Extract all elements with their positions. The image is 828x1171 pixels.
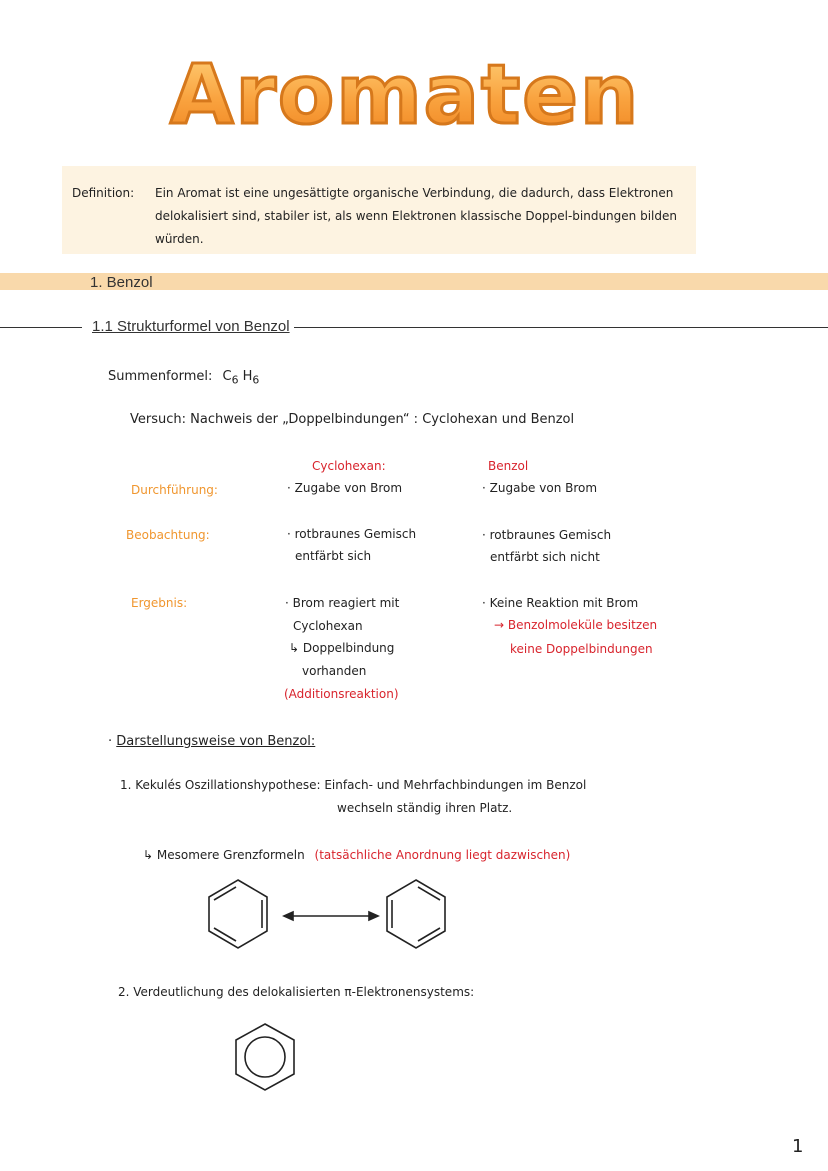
cell-erg-benzol-red-1: → Benzolmoleküle besitzen	[494, 618, 658, 632]
divider-left	[0, 327, 82, 328]
mesomere-text: ↳ Mesomere Grenzformeln	[143, 848, 305, 862]
section-heading-benzol: 1. Benzol	[90, 274, 153, 291]
cell-text: Keine Reaktion mit Brom	[489, 596, 639, 610]
summenformel	[108, 369, 259, 387]
pi-system-line: 2. Verdeutlichung des delokalisierten π-Elektronensystems:	[118, 985, 475, 999]
formula-h-sub: 6	[252, 373, 260, 387]
benzene-kekule-b	[387, 880, 445, 948]
formula-c: C	[222, 369, 232, 384]
cell-text: Brom reagiert mit	[292, 596, 400, 610]
col-header-benzol: Benzol	[488, 459, 529, 473]
cell-text: Zugabe von Brom	[489, 481, 598, 495]
cell-erg-benzol: · Keine Reaktion mit Brom	[482, 596, 639, 610]
kekule-line1: 1. Kekulés Oszillationshypothese: Einfach- und Mehrfachbindungen im Benzol	[120, 778, 587, 792]
row-label-durchfuehrung: Durchführung:	[131, 483, 218, 497]
cell-beob-benzol: · rotbraunes Gemisch	[482, 528, 612, 542]
definition-label: Definition:	[72, 186, 135, 200]
benzene-delocalized	[230, 1020, 300, 1094]
divider-right	[294, 327, 828, 328]
cell-beob-benzol-2: entfärbt sich nicht	[490, 550, 600, 564]
row-label-beobachtung: Beobachtung:	[126, 528, 210, 542]
page-title: Aromaten	[170, 48, 641, 143]
darstellung-text: Darstellungsweise von Benzol:	[116, 734, 316, 749]
cell-erg-cyclo-3: ↳ Doppelbindung	[289, 641, 395, 655]
row-label-ergebnis: Ergebnis:	[131, 596, 188, 610]
cell-beob-cyclo: · rotbraunes Gemisch	[287, 527, 417, 541]
cell-erg-cyclo-4: vorhanden	[302, 664, 367, 678]
cell-durch-benzol: · Zugabe von Brom	[482, 481, 598, 495]
cell-text: Zugabe von Brom	[294, 481, 403, 495]
benzene-kekule-a	[209, 880, 267, 948]
mesomere-note: (tatsächliche Anordnung liegt dazwischen)	[314, 848, 571, 862]
cell-erg-cyclo-2: Cyclohexan	[293, 619, 363, 633]
cell-beob-cyclo-2: entfärbt sich	[295, 549, 372, 563]
col-header-cyclohexan: Cyclohexan:	[312, 459, 386, 473]
mesomere-line	[143, 848, 570, 862]
subsection-heading: 1.1 Strukturformel von Benzol	[92, 318, 290, 335]
cell-text: rotbraunes Gemisch	[489, 528, 612, 542]
versuch-text: Versuch: Nachweis der „Doppelbindungen“ : Cyclohexan und Benzol	[130, 412, 575, 427]
page-number: 1	[792, 1136, 804, 1157]
formula-c-sub: 6	[231, 373, 239, 387]
resonance-arrow	[284, 912, 378, 920]
darstellung-heading: · Darstellungsweise von Benzol:	[108, 734, 316, 749]
cell-erg-cyclo: · Brom reagiert mit	[285, 596, 400, 610]
cell-erg-cyclo-note: (Additionsreaktion)	[284, 687, 399, 701]
kekule-line2: wechseln ständig ihren Platz.	[337, 801, 513, 815]
kekule-structures	[200, 876, 460, 960]
cell-erg-benzol-red-2: keine Doppelbindungen	[510, 642, 653, 656]
cell-durch-cyclo: · Zugabe von Brom	[287, 481, 403, 495]
formula-h: H	[242, 369, 253, 384]
cell-text: rotbraunes Gemisch	[294, 527, 417, 541]
summenformel-label: Summenformel:	[108, 369, 213, 384]
definition-text: Ein Aromat ist eine ungesättigte organische Verbindung, die dadurch, dass Elektronen delokalisiert sind, stabiler ist, als wenn Elektronen klassische Doppel-bindungen bilden würden.	[155, 186, 677, 246]
